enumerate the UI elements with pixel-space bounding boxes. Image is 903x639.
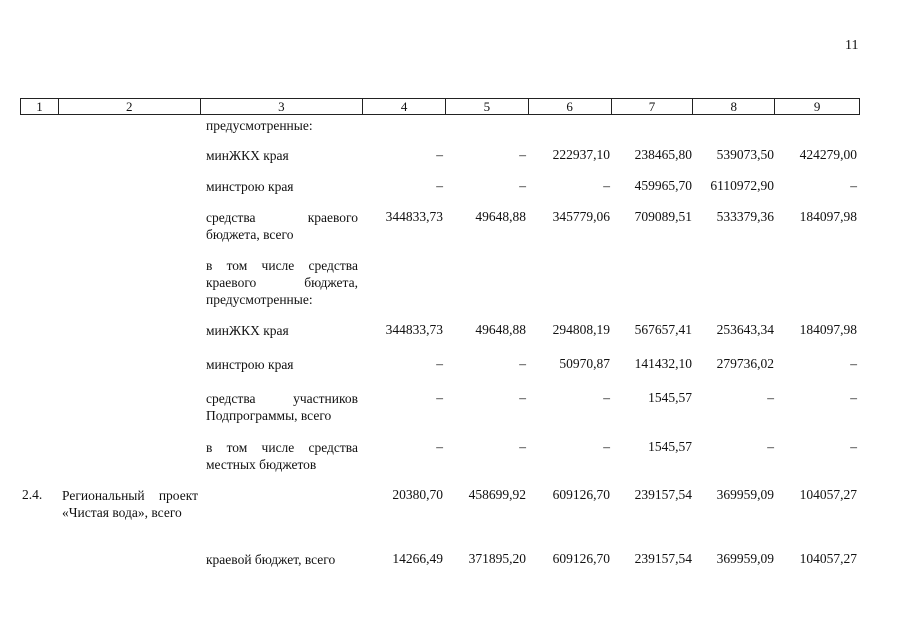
header-col-2: 2 (59, 99, 201, 114)
cell-col-6: 50970,87 (559, 356, 610, 371)
cell-col-4: – (436, 390, 443, 405)
cell-col-8: 369959,09 (716, 487, 774, 502)
table-header-row (20, 98, 860, 115)
cell-col-5: – (519, 147, 526, 162)
cell-col-7: 1545,57 (648, 390, 692, 405)
cell-col-4: – (436, 356, 443, 371)
cell-col-9: – (850, 356, 857, 371)
cell-col-7: 239157,54 (634, 487, 692, 502)
cell-col-9: 184097,98 (799, 209, 857, 224)
cell-col-6: – (603, 390, 610, 405)
row-number: 2.4. (22, 487, 43, 502)
cell-col-8: 6110972,90 (710, 178, 774, 193)
cell-col-8: 539073,50 (716, 147, 774, 162)
cell-col-9: 424279,00 (799, 147, 857, 162)
header-col-5: 5 (446, 99, 529, 114)
cell-col-8: – (767, 439, 774, 454)
cell-col-5: – (519, 356, 526, 371)
cell-col-4: 14266,49 (392, 551, 443, 566)
header-col-3: 3 (201, 99, 364, 114)
cell-col-4: 344833,73 (385, 209, 443, 224)
cell-col-9: – (850, 390, 857, 405)
row-description: минстрою края (206, 357, 294, 372)
cell-col-6: 609126,70 (552, 551, 610, 566)
cell-col-8: 253643,34 (716, 322, 774, 337)
cell-col-6: 345779,06 (552, 209, 610, 224)
cell-col-6: – (603, 178, 610, 193)
row-name: Региональный проект «Чистая вода», всего (62, 488, 198, 520)
row-description: средства краевого бюджета, всего (206, 210, 358, 242)
cell-col-4: – (436, 178, 443, 193)
cell-col-5: 49648,88 (475, 322, 526, 337)
cell-col-7: 238465,80 (634, 147, 692, 162)
row-description: минЖКХ края (206, 323, 289, 338)
cell-col-4: 344833,73 (385, 322, 443, 337)
cell-col-9: 184097,98 (799, 322, 857, 337)
header-col-9: 9 (813, 99, 821, 114)
cell-col-6: – (603, 439, 610, 454)
cell-col-9: 104057,27 (799, 487, 857, 502)
cell-col-6: 609126,70 (552, 487, 610, 502)
header-col-4: 4 (363, 99, 446, 114)
cell-col-5: – (519, 178, 526, 193)
cell-col-7: 1545,57 (648, 439, 692, 454)
row-description: минЖКХ края (206, 148, 289, 163)
cell-col-5: – (519, 390, 526, 405)
cell-col-8: 533379,36 (716, 209, 774, 224)
page-number: 11 (845, 38, 859, 53)
row-description: минстрою края (206, 179, 294, 194)
cell-col-7: 459965,70 (634, 178, 692, 193)
cell-col-9: 104057,27 (799, 551, 857, 566)
header-col-8: 8 (693, 99, 775, 114)
cell-col-4: – (436, 147, 443, 162)
cell-col-5: 371895,20 (468, 551, 526, 566)
header-col-6: 6 (529, 99, 612, 114)
cell-col-5: – (519, 439, 526, 454)
header-col-1: 1 (21, 99, 59, 114)
header-col-7: 7 (612, 99, 694, 114)
cell-col-5: 49648,88 (475, 209, 526, 224)
cell-col-7: 141432,10 (634, 356, 692, 371)
cell-col-5: 458699,92 (468, 487, 526, 502)
cell-col-9: – (850, 178, 857, 193)
row-description: в том числе средства местных бюджетов (206, 440, 358, 472)
cell-col-7: 709089,51 (634, 209, 692, 224)
row-description: краевой бюджет, всего (206, 552, 336, 567)
cell-col-8: – (767, 390, 774, 405)
cell-col-6: 222937,10 (552, 147, 610, 162)
cell-col-4: 20380,70 (392, 487, 443, 502)
row-description: предусмотренные: (206, 118, 313, 133)
row-description: в том числе средства краевого бюджета, предусмотренные: (206, 258, 358, 307)
cell-col-4: – (436, 439, 443, 454)
cell-col-6: 294808,19 (552, 322, 610, 337)
row-description: средства участников Подпрограммы, всего (206, 391, 358, 423)
cell-col-8: 279736,02 (716, 356, 774, 371)
cell-col-8: 369959,09 (716, 551, 774, 566)
cell-col-9: – (850, 439, 857, 454)
cell-col-7: 567657,41 (634, 322, 692, 337)
cell-col-7: 239157,54 (634, 551, 692, 566)
